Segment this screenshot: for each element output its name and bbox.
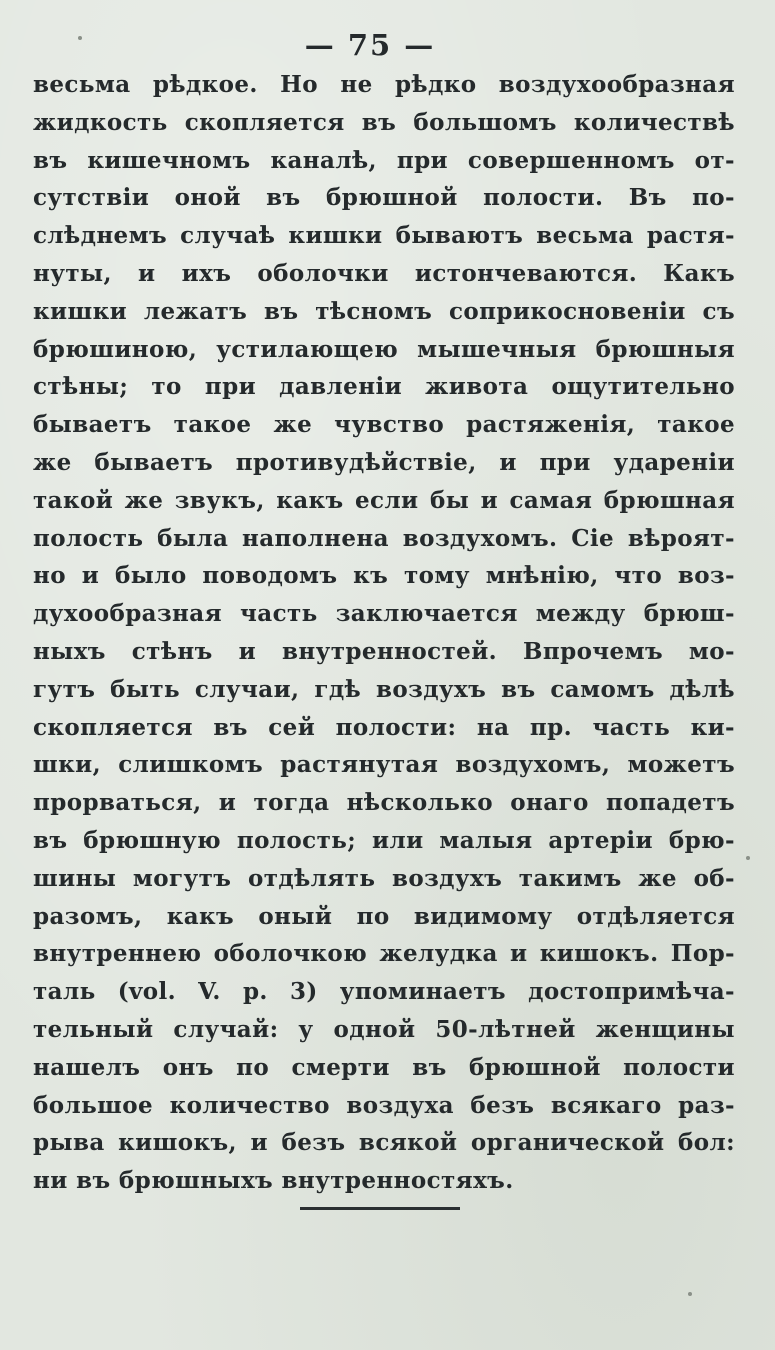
text-line-10: бываетъ такое же чувство растяженія, такое	[33, 411, 735, 439]
text-line-11: же бываетъ противудѣйствіе, и при удареніи	[33, 448, 735, 476]
text-line-24: внутреннею оболочкою желудка и кишокъ. Пор-	[33, 940, 735, 968]
text-line-22: шины могутъ отдѣлять воздухъ такимъ же об-	[33, 864, 735, 892]
text-line-21: въ брюшную полость; или малыя артеріи брю-	[33, 826, 735, 854]
text-line-6: нуты, и ихъ оболочки истончеваются. Какъ	[33, 259, 735, 287]
text-line-23: разомъ, какъ оный по видимому отдѣляется	[33, 902, 735, 930]
text-line-14: но и было поводомъ къ тому мнѣнію, что воз-	[33, 562, 735, 590]
text-line-25: таль (vol. V. p. 3) упоминаетъ достопримѣча-	[33, 978, 735, 1006]
text-line-18: скопляется въ сей полости: на пр. часть ки-	[33, 713, 735, 741]
text-line-26: тельный случай: у одной 50-лѣтней женщины	[33, 1015, 735, 1043]
text-line-17: гутъ быть случаи, гдѣ воздухъ въ самомъ дѣлѣ	[33, 675, 735, 703]
text-line-3: въ кишечномъ каналѣ, при совершенномъ от-	[33, 146, 735, 174]
text-line-13: полость была наполнена воздухомъ. Сіе вѣроят-	[33, 524, 735, 552]
end-rule	[300, 1207, 460, 1210]
text-line-5: слѣднемъ случаѣ кишки бываютъ весьма растя-	[33, 222, 735, 250]
text-line-29: рыва кишокъ, и безъ всякой органической бол:	[33, 1129, 735, 1157]
text-line-20: прорваться, и тогда нѣсколько онаго попадетъ	[33, 789, 735, 817]
text-line-30: ни въ брюшныхъ внутренностяхъ.	[33, 1167, 514, 1195]
text-line-9: стѣны; то при давленіи живота ощутительно	[33, 373, 735, 401]
text-line-2: жидкость скопляется въ большомъ количествѣ	[33, 108, 735, 136]
text-line-4: сутствіи оной въ брюшной полости. Въ по-	[33, 184, 735, 212]
page-number: — 75 —	[304, 28, 436, 62]
paper-speck	[78, 36, 82, 40]
text-line-12: такой же звукъ, какъ если бы и самая брюшная	[33, 486, 735, 514]
text-line-27: нашелъ онъ по смерти въ брюшной полости	[33, 1053, 735, 1081]
text-line-16: ныхъ стѣнъ и внутренностей. Впрочемъ мо-	[33, 637, 735, 665]
paper-speck	[746, 856, 750, 860]
text-line-7: кишки лежатъ въ тѣсномъ соприкосновеніи съ	[33, 297, 735, 325]
text-line-1: весьма рѣдкое. Но не рѣдко воздухообразная	[33, 71, 735, 98]
text-line-28: большое количество воздуха безъ всякаго раз-	[33, 1091, 735, 1119]
text-line-15: духообразная часть заключается между брюш-	[33, 600, 735, 628]
text-line-19: шки, слишкомъ растянутая воздухомъ, можетъ	[33, 751, 735, 779]
text-line-8: брюшиною, устилающею мышечныя брюшныя	[33, 335, 735, 363]
paper-speck	[688, 1292, 692, 1296]
body-text	[33, 66, 735, 1200]
